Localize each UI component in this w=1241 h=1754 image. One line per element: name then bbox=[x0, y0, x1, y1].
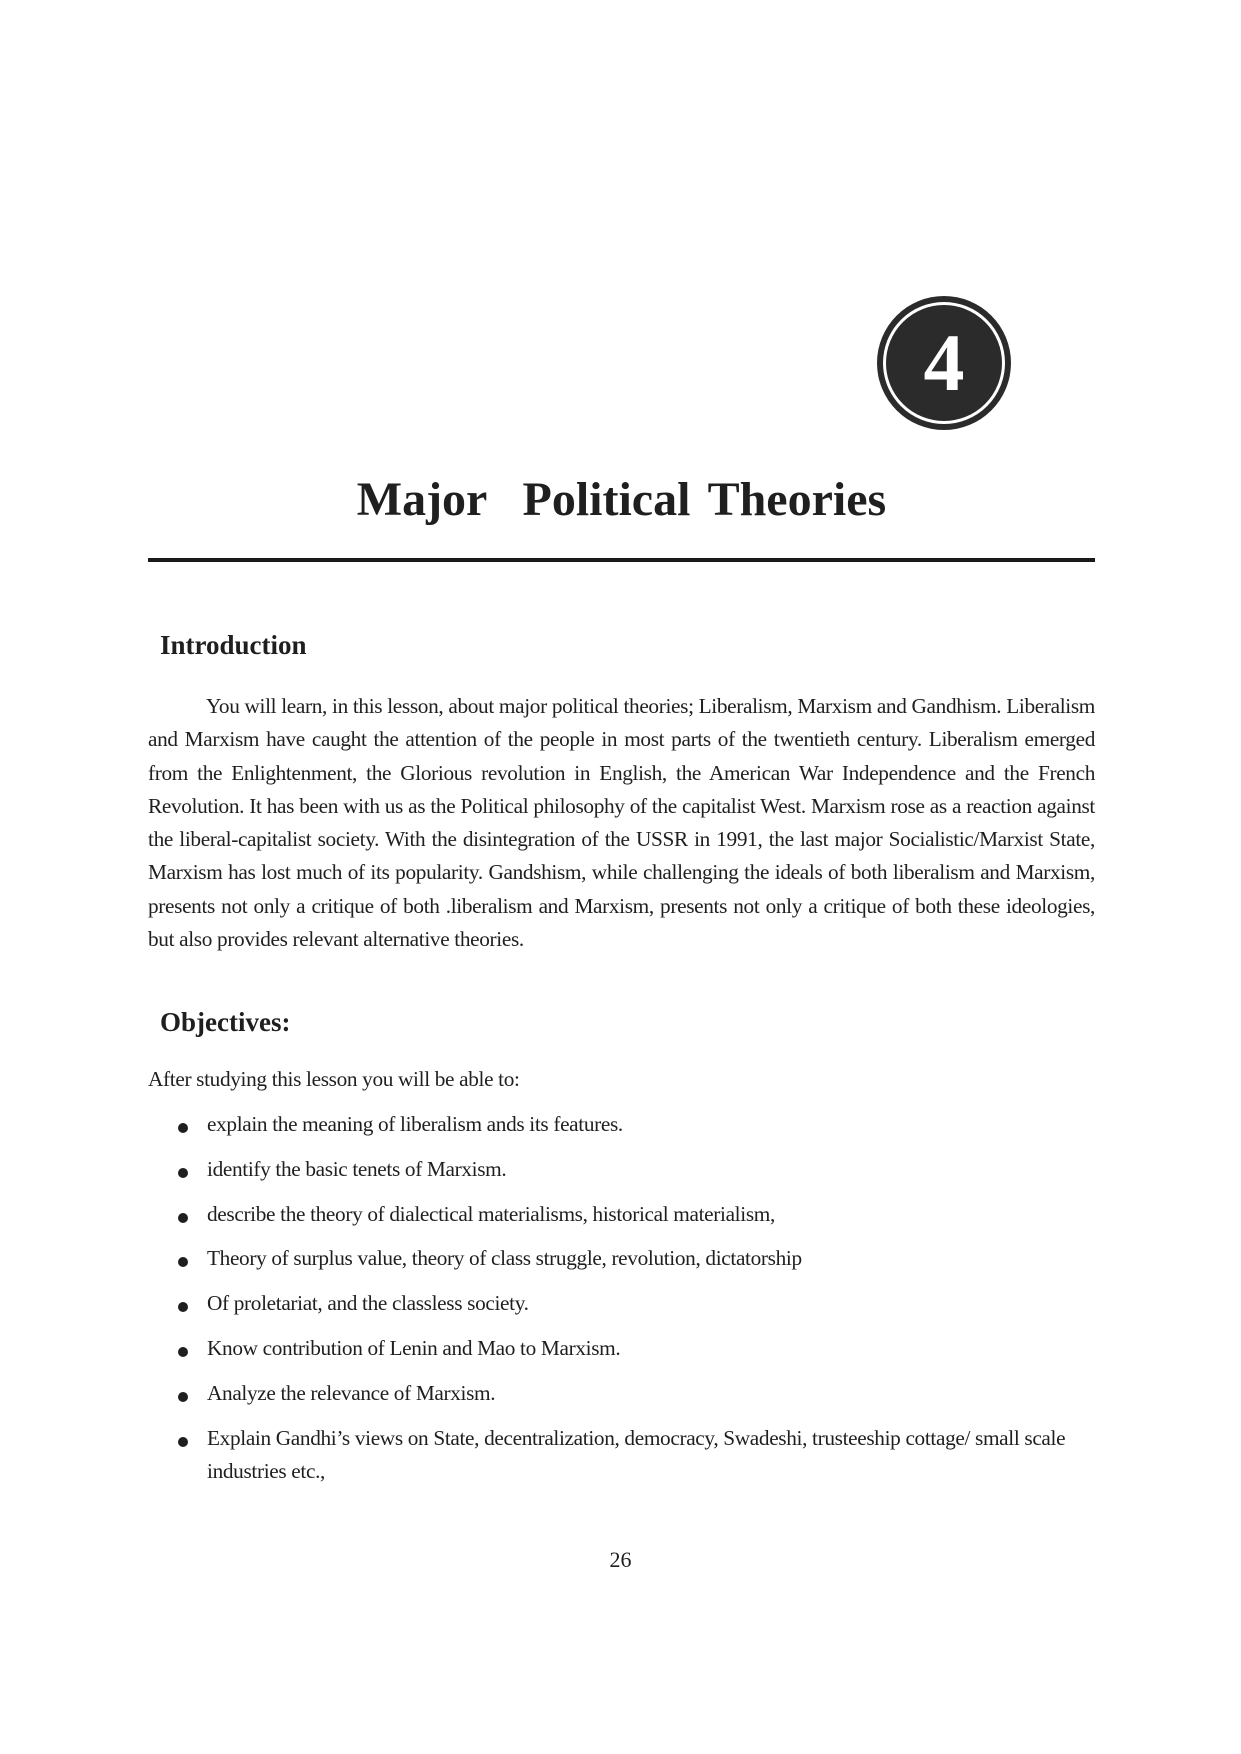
bullet-icon bbox=[178, 1257, 188, 1267]
objective-item bbox=[148, 1287, 1095, 1320]
objective-item bbox=[148, 1153, 1095, 1186]
chapter-title: Major Political Theories bbox=[356, 473, 887, 526]
title-divider bbox=[148, 558, 1095, 562]
introduction-paragraph: You will learn, in this lesson, about major political theories; Liberalism, Marxism and Gandhism. Liberalism and Marxism have caught the attention of the people in most parts of the twentieth century. Liberalism emerged from the Enlightenment, the Glorious revolution in English, the American War Independence and the French Revolution. It has been with us as the Political philosophy of the capitalist West. Marxism rose as a reaction against the liberal-capitalist society. With the disintegration of the USSR in 1991, the last major Socialistic/Marxist State, Marxism has lost much of its popularity. Gandshism, while challenging the ideals of both liberalism and Marxism, presents not only a critique of both .liberalism and Marxism, presents not only a critique of both these ideologies, but also provides relevant alternative theories. bbox=[148, 694, 1095, 952]
chapter-number: 4 bbox=[923, 317, 965, 408]
bullet-icon bbox=[178, 1437, 188, 1447]
objective-item bbox=[148, 1377, 1095, 1410]
objective-item bbox=[148, 1108, 1095, 1141]
objective-item bbox=[148, 1332, 1095, 1365]
objective-item bbox=[148, 1242, 1095, 1275]
bullet-icon bbox=[178, 1168, 188, 1178]
objective-item bbox=[148, 1422, 1095, 1489]
objective-text: describe the theory of dialectical materialisms, historical materialism, bbox=[207, 1201, 775, 1226]
objective-text: explain the meaning of liberalism ands its features. bbox=[207, 1112, 623, 1136]
objective-text: Explain Gandhi’s views on State, decentralization, democracy, Swadeshi, trusteeship cottage/ small scale industries etc., bbox=[207, 1425, 1066, 1483]
bullet-icon bbox=[178, 1347, 188, 1357]
introduction-heading: Introduction bbox=[160, 630, 307, 660]
objective-item bbox=[148, 1198, 1095, 1231]
objectives-lead: After studying this lesson you will be able to: bbox=[148, 1067, 520, 1091]
objectives-list bbox=[148, 1108, 1095, 1500]
objective-text: Theory of surplus value, theory of class struggle, revolution, dictatorship bbox=[207, 1246, 802, 1271]
objective-text: Know contribution of Lenin and Mao to Marxism. bbox=[207, 1335, 621, 1360]
objective-text: Of proletariat, and the classless society. bbox=[207, 1291, 529, 1316]
bullet-icon bbox=[178, 1213, 188, 1223]
page-number: 26 bbox=[609, 1547, 632, 1572]
bullet-icon bbox=[178, 1392, 188, 1402]
objectives-heading: Objectives: bbox=[160, 1007, 291, 1037]
objective-text: identify the basic tenets of Marxism. bbox=[207, 1156, 507, 1181]
bullet-icon bbox=[178, 1302, 188, 1312]
objective-text: Analyze the relevance of Marxism. bbox=[207, 1380, 496, 1405]
bullet-icon bbox=[178, 1123, 188, 1133]
chapter-number-badge bbox=[877, 296, 1011, 430]
